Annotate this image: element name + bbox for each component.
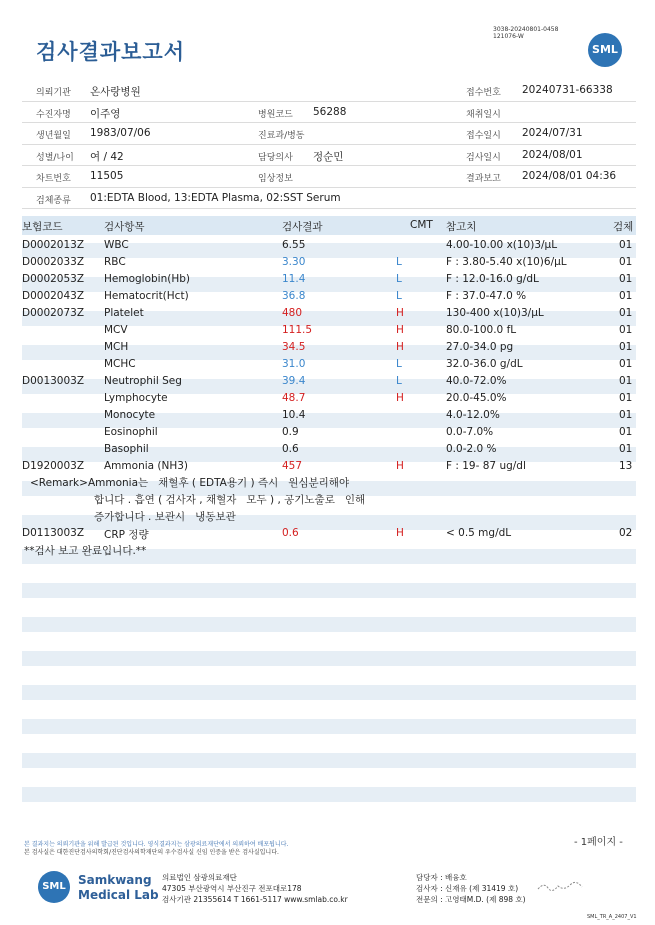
footer-note2: 본 검사실은 대한진단검사의학회/진단검사의학재단의 우수검사실 신임 인증을 받은 검사실입니다. [24, 849, 279, 856]
row-item: Eosinophil [104, 426, 158, 438]
row-specimen: 01 [619, 443, 633, 455]
doctor-label: 담당의사 [258, 152, 293, 163]
row-flag: H [396, 307, 404, 319]
row-item: Hemoglobin(Hb) [104, 273, 191, 285]
col-spec-header: 검체 [613, 221, 634, 233]
table-row [22, 407, 636, 424]
info-row [22, 188, 636, 210]
row-result: 34.5 [282, 341, 306, 353]
row-code: D0002073Z [22, 307, 85, 319]
end-note: **검사 보고 완료입니다.** [24, 545, 147, 557]
row-specimen: 01 [619, 273, 633, 285]
col-result-header: 검사결과 [282, 221, 323, 233]
row-item: Platelet [104, 307, 144, 319]
col-item-header: 검사항목 [104, 221, 145, 233]
row-specimen: 01 [619, 341, 633, 353]
staff-line2: 검사자 : 신재유 (제 31419 호) [416, 884, 519, 893]
signature-scribble [536, 880, 586, 894]
table-row [22, 339, 636, 356]
row-item: MCV [104, 324, 128, 336]
results-table-header [22, 216, 636, 235]
row-result: 457 [282, 460, 303, 472]
staff-info [416, 872, 526, 905]
receipt-no-value: 20240731-66338 [522, 84, 613, 96]
row-result: 11.4 [282, 273, 306, 285]
row-result: 0.6 [282, 443, 299, 455]
patient-value: 이주영 [90, 107, 121, 120]
collect-label: 채취일시 [466, 109, 501, 120]
row-specimen: 01 [619, 409, 633, 421]
company-name-line1: Samkwang [78, 873, 152, 887]
row-reference: F : 37.0-47.0 % [446, 290, 527, 302]
hospital-code-value: 56288 [313, 105, 347, 118]
row-item: RBC [104, 256, 126, 268]
row-result: 6.55 [282, 239, 306, 251]
row-specimen: 01 [619, 290, 633, 302]
info-row [22, 80, 636, 102]
test-date-label: 검사일시 [466, 152, 501, 163]
birth-value: 1983/07/06 [90, 127, 151, 139]
row-reference: 27.0-34.0 pg [446, 341, 514, 353]
row-specimen: 13 [619, 460, 633, 472]
page-number: - 1페이지 - [574, 837, 623, 848]
table-row [22, 458, 636, 475]
test-date-value: 2024/08/01 [522, 148, 583, 161]
row-specimen: 01 [619, 358, 633, 370]
sml-logo: SML [588, 33, 622, 67]
row-specimen: 01 [619, 324, 633, 336]
row-flag: H [396, 392, 404, 404]
row-reference: < 0.5 mg/dL [446, 527, 512, 539]
receipt-date-value: 2024/07/31 [522, 127, 583, 139]
institution-label: 의뢰기관 [36, 88, 71, 98]
row-specimen: 01 [619, 256, 633, 268]
company-name [78, 873, 159, 903]
doctor-value: 정순민 [313, 150, 344, 163]
address-line1: 의료법인 삼광의료재단 [162, 873, 237, 882]
document-id-line1: 3038-20240801-0458 [493, 26, 559, 33]
address-line2: 47305 부산광역시 부산진구 전포대로178 [162, 884, 302, 893]
birth-label: 생년월일 [36, 131, 71, 141]
info-row [22, 145, 636, 167]
table-row [22, 288, 636, 305]
table-row [22, 356, 636, 373]
receipt-date-label: 접수일시 [466, 131, 501, 141]
sex-age-label: 성별/나이 [36, 152, 74, 163]
table-row [22, 271, 636, 288]
row-specimen: 01 [619, 375, 633, 387]
row-item: Monocyte [104, 409, 156, 421]
table-row [22, 305, 636, 322]
info-row [22, 123, 636, 145]
row-code: D0002033Z [22, 256, 85, 268]
clinical-label: 임상정보 [258, 174, 293, 184]
row-stripe [22, 583, 636, 598]
row-result: 111.5 [282, 324, 313, 336]
col-ref-header: 참고치 [446, 221, 477, 233]
row-reference: 0.0-7.0% [446, 426, 494, 438]
row-flag: L [396, 375, 402, 387]
row-result: 0.6 [282, 527, 299, 539]
table-row [22, 525, 636, 542]
row-specimen: 01 [619, 239, 633, 251]
document-id [493, 26, 558, 40]
receipt-no-label: 접수번호 [466, 88, 501, 98]
table-row [22, 237, 636, 254]
row-flag: H [396, 460, 404, 472]
table-row [22, 390, 636, 407]
row-flag: L [396, 358, 402, 370]
row-result: 48.7 [282, 392, 306, 404]
row-code: D1920003Z [22, 460, 85, 472]
row-reference: 80.0-100.0 fL [446, 324, 517, 336]
row-item: MCH [104, 341, 129, 353]
chart-label: 차트번호 [36, 174, 71, 184]
table-row [22, 441, 636, 458]
row-result: 31.0 [282, 358, 306, 370]
row-reference: 20.0-45.0% [446, 392, 507, 404]
page-title: 검사결과보고서 [36, 40, 186, 64]
row-result: 3.30 [282, 256, 306, 268]
row-code: D0113003Z [22, 527, 85, 539]
row-reference: 0.0-2.0 % [446, 443, 497, 455]
document-id-line2: 121076-W [493, 33, 524, 40]
patient-info [22, 80, 636, 209]
row-stripe [22, 651, 636, 666]
remark-line1: <Remark>Ammonia는 채혈후 ( EDTA용기 ) 즉시 원심분리해야 [30, 477, 350, 489]
row-reference: 32.0-36.0 g/dL [446, 358, 523, 370]
row-flag: H [396, 341, 404, 353]
remark-line3: 증가합니다 . 보관시 냉동보관 [94, 511, 236, 523]
report-label: 결과보고 [466, 174, 501, 184]
row-stripe [22, 685, 636, 700]
chart-value: 11505 [90, 170, 124, 182]
specimen-value: 01:EDTA Blood, 13:EDTA Plasma, 02:SST Serum [90, 191, 341, 204]
dept-label: 진료과/병동 [258, 131, 305, 141]
row-reference: 130-400 x(10)3/µL [446, 307, 544, 319]
table-row [22, 424, 636, 441]
row-item: Hematocrit(Hct) [104, 290, 189, 302]
company-name-line2: Medical Lab [78, 888, 159, 902]
row-code: D0002053Z [22, 273, 85, 285]
row-item: Ammonia (NH3) [104, 460, 189, 472]
report-value: 2024/08/01 04:36 [522, 170, 617, 182]
row-code: D0013003Z [22, 375, 85, 387]
sex-age-value: 여 / 42 [90, 150, 124, 163]
row-result: 480 [282, 307, 303, 319]
company-address [162, 872, 348, 905]
col-cmt-header: CMT [410, 219, 433, 231]
info-row [22, 166, 636, 188]
table-row [22, 373, 636, 390]
row-stripe [22, 617, 636, 632]
row-item: WBC [104, 239, 129, 251]
row-stripe [22, 787, 636, 802]
row-stripe [22, 719, 636, 734]
row-result: 0.9 [282, 426, 299, 438]
row-item: MCHC [104, 358, 136, 370]
row-reference: 40.0-72.0% [446, 375, 507, 387]
row-item: Lymphocyte [104, 392, 168, 404]
footer-sml-logo: SML [38, 871, 70, 903]
row-reference: F : 12.0-16.0 g/dL [446, 273, 539, 285]
remark-line2: 합니다 . 흡연 ( 검사자 , 채혈자 모두 ) , 공기노출로 인해 [94, 494, 366, 506]
address-line3: 검사기관 21355614 T 1661-5117 www.smlab.co.kr [162, 895, 348, 904]
table-row [22, 254, 636, 271]
row-result: 39.4 [282, 375, 306, 387]
col-code-header: 보험코드 [22, 221, 63, 233]
form-code: SML_TR_A_2407_V1 [587, 914, 637, 920]
row-result: 36.8 [282, 290, 306, 302]
row-item: Neutrophil Seg [104, 375, 182, 387]
institution-value: 온사랑병원 [90, 86, 141, 98]
row-item: CRP 정량 [104, 529, 149, 541]
row-stripe [22, 753, 636, 768]
patient-label: 수진자명 [36, 109, 71, 120]
row-flag: H [396, 324, 404, 336]
row-specimen: 02 [619, 527, 633, 539]
row-flag: L [396, 256, 402, 268]
row-reference: 4.0-12.0% [446, 409, 500, 421]
footer-note1: 본 결과지는 의뢰기관을 위해 발급된 것입니다. 영식결과지는 삼광의료재단에서 의뢰하여 배포됩니다. [24, 841, 289, 848]
row-reference: F : 19- 87 ug/dl [446, 460, 526, 472]
info-row [22, 102, 636, 124]
row-code: D0002043Z [22, 290, 85, 302]
row-flag: L [396, 290, 402, 302]
row-specimen: 01 [619, 307, 633, 319]
staff-line1: 담당자 : 배융호 [416, 873, 467, 882]
table-row [22, 322, 636, 339]
footer-notes [24, 841, 288, 857]
row-flag: H [396, 527, 404, 539]
specimen-label: 검체종류 [36, 195, 71, 206]
hospital-code-label: 병원코드 [258, 109, 293, 120]
row-specimen: 01 [619, 392, 633, 404]
row-specimen: 01 [619, 426, 633, 438]
row-item: Basophil [104, 443, 149, 455]
row-reference: F : 3.80-5.40 x(10)6/µL [446, 256, 567, 268]
row-reference: 4.00-10.00 x(10)3/µL [446, 239, 558, 251]
row-code: D0002013Z [22, 239, 85, 251]
row-flag: L [396, 273, 402, 285]
row-result: 10.4 [282, 409, 306, 421]
staff-line3: 전문의 : 고영태M.D. (제 898 호) [416, 895, 526, 904]
